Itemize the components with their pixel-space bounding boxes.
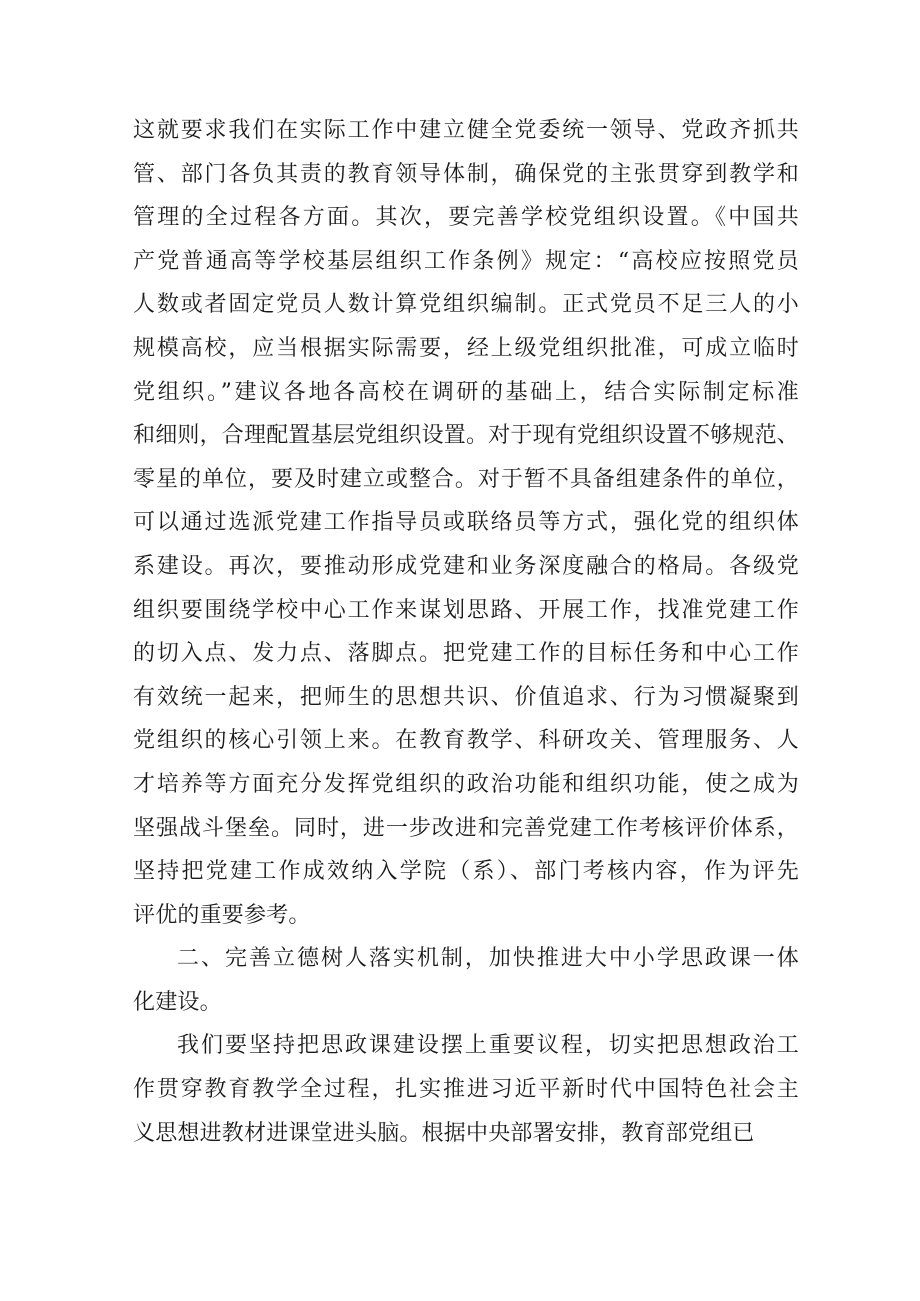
text-line: 产党普通高等学校基层组织工作条例》规定：“高校应按照党员 — [133, 248, 799, 274]
text-line: 系建设。再次，要推动形成党建和业务深度融合的格局。各级党 — [133, 553, 799, 579]
text-line: 二、完善立德树人落实机制，加快推进大中小学思政课一体 — [177, 946, 799, 972]
text-line: 党组织的核心引领上来。在教育教学、科研攻关、管理服务、人 — [133, 728, 799, 754]
text-line: 规模高校，应当根据实际需要，经上级党组织批准，可成立临时 — [133, 335, 799, 361]
text-line: 管、部门各负其责的教育领导体制，确保党的主张贯穿到教学和 — [133, 161, 799, 187]
text-line: 零星的单位，要及时建立或整合。对于暂不具备组建条件的单位， — [133, 466, 799, 492]
text-line: 义思想进教材进课堂进头脑。根据中央部署安排，教育部党组已 — [133, 1120, 755, 1146]
text-line: 评优的重要参考。 — [133, 902, 311, 928]
text-line: 和细则，合理配置基层党组织设置。对于现有党组织设置不够规范、 — [133, 423, 800, 449]
text-line: 作贯穿教育教学全过程，扎实推进习近平新时代中国特色社会主 — [133, 1077, 799, 1103]
text-line: 党组织。”建议各地各高校在调研的基础上，结合实际制定标准 — [133, 379, 799, 405]
text-line: 才培养等方面充分发挥党组织的政治功能和组织功能，使之成为 — [133, 771, 799, 797]
text-line: 坚强战斗堡垒。同时，进一步改进和完善党建工作考核评价体系， — [133, 815, 799, 841]
text-line: 我们要坚持把思政课建设摆上重要议程，切实把思想政治工 — [177, 1033, 799, 1059]
paragraph-p3 — [133, 1024, 799, 1155]
text-line: 管理的全过程各方面。其次，要完善学校党组织设置。《中国共 — [133, 205, 799, 231]
document-body — [133, 109, 799, 1155]
text-line: 的切入点、发力点、落脚点。把党建工作的目标任务和中心工作 — [133, 641, 799, 667]
paragraph-p2 — [133, 937, 799, 1024]
text-line: 坚持把党建工作成效纳入学院（系）、部门考核内容，作为评先 — [133, 859, 799, 885]
text-line: 化建设。 — [133, 989, 222, 1015]
text-line: 可以通过选派党建工作指导员或联络员等方式，强化党的组织体 — [133, 510, 799, 536]
text-line: 组织要围绕学校中心工作来谋划思路、开展工作，找准党建工作 — [133, 597, 799, 623]
text-line: 有效统一起来，把师生的思想共识、价值追求、行为习惯凝聚到 — [133, 684, 799, 710]
text-line: 人数或者固定党员人数计算党组织编制。正式党员不足三人的小 — [133, 292, 799, 318]
paragraph-p1 — [133, 109, 799, 937]
text-line: 这就要求我们在实际工作中建立健全党委统一领导、党政齐抓共 — [133, 118, 799, 143]
